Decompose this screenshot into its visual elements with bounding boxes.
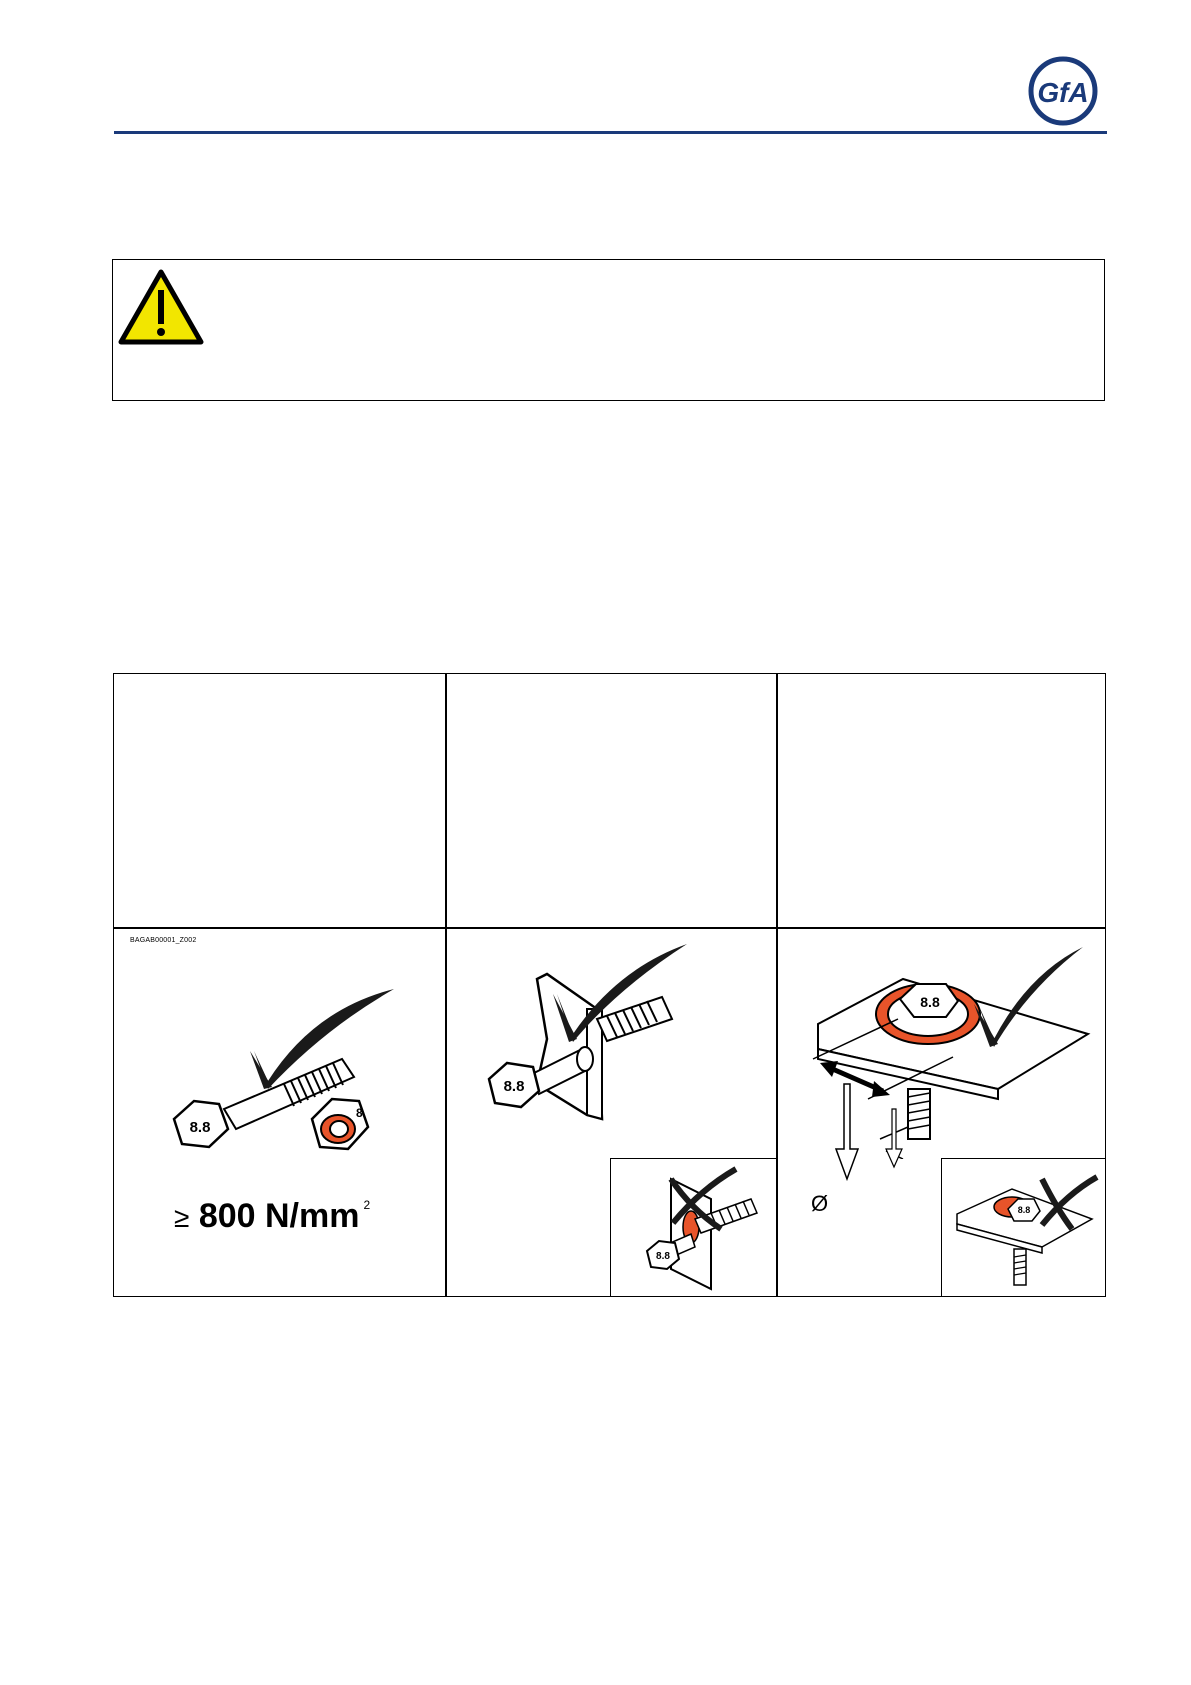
figure-ref-code: BAGAB00001_Z002 [130,937,197,944]
logo-text: GfA [1037,77,1089,108]
inset-bolt-marking: 8.8 [1017,1205,1031,1215]
bolt-marking: 8.8 [920,994,940,1010]
strength-prefix: ≥ [174,1202,190,1233]
strength-value: 800 N/mm [198,1197,360,1235]
nut-marking: 8 [356,1106,363,1120]
inset-bolt-marking: 8.8 [656,1251,670,1262]
bolt-marking: 8.8 [503,1078,525,1095]
figure-cell-washer-diameter [778,929,1105,1296]
incorrect-inset [610,1158,776,1296]
incorrect-washer-illustration [942,1159,1104,1295]
strength-spec [174,1197,370,1236]
bolt-figure-table [113,673,1106,1297]
incorrect-inset [941,1158,1105,1296]
header-rule [114,131,1107,134]
bolt-marking: 8.8 [189,1119,211,1136]
diameter-symbol: Ø [811,1191,829,1216]
figure-cell-bolt-strength [114,929,445,1296]
strength-exponent: 2 [363,1197,371,1212]
diameter-arrows [808,1079,918,1189]
gfa-logo [1028,56,1098,126]
bolt-plate-illustration [477,939,737,1139]
incorrect-bolt-illustration [611,1159,775,1295]
warning-triangle-icon [117,268,205,348]
bolt-and-nut-illustration [164,989,444,1189]
figure-cell-bolt-through-plate [447,929,776,1296]
warning-box [112,259,1105,401]
